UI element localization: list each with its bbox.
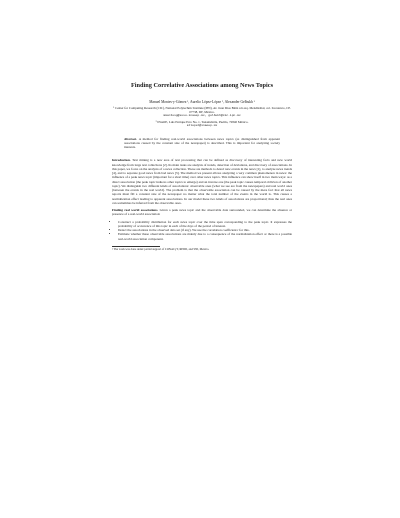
list-item: • Estimate whether these observable associations are mainly due to a consequence of the normalization effect or there is a possible real-world association component. xyxy=(118,232,292,241)
abstract-text: A method for finding real-world associations between news topics (as distinguished from apparent associations caused by the constant size of the newspaper) is described. This is important for analyzing society interests. xyxy=(124,136,280,150)
author-list: Manuel Montes-y-Gómez ¹, Aurelio López-López ², Alexander Gelbukh ¹ xyxy=(149,99,255,104)
introduction-text: Text mining is a new area of text processing that can be defined as discovery of interesting facts and new world knowledge from large text collections [2]. Its main tasks are analysis of trends, detection of deviations, and discovery of associations. In this paper, we focus on the analysis of a news collection. These are methods to detect new events in the news [1], to analyze news trends [4], and to separate good news from bad news [3]. The method we present allows analyzing a very common phenomenon in news: the influence of a peak news topic (important for a short time) over other news topics. This influence can show itself in two main ways: as a direct association (the peak topic induces other topics to emerge) and an inverse one (the peak topic causes temporal oblivion of another topic). We distinguish two different kinds of associations: observable ones (what we see are from the newspapers) and real world ones (between the events in the real world). The problem is that the observable association can be caused by the mere fact that all news reports must fill a constant size of the newspaper no matter what the total number of the events in the world is. This causes a normalization effect leading to apparent associations. In our model these two kinds of associations are proportional; thus the real ones can sometimes be inferred from the observable ones. xyxy=(112,158,293,205)
introduction-paragraph xyxy=(112,158,292,205)
affiliation-2-text: ² INAOE, Luis Enrique Erro No. 1, Tonantzintla, Puebla, 72840 México. xyxy=(155,120,249,125)
introduction-heading: Introduction. xyxy=(112,158,131,163)
abstract xyxy=(124,137,280,150)
affiliation-1-text: ¹ Center for Computing Research (CIC), National Polytechnic Institute (IPN), Av. Juan Dios Bátiz s/n esq. Mendizábal, col. Zacatenco, CP. 07738, DF, México. xyxy=(113,106,291,115)
affiliation-1 xyxy=(112,106,292,118)
list-item: • Detect the associations in the observed data set (if any). We use the correlation coefficient r for this. xyxy=(118,228,292,232)
abstract-label: Abstract. xyxy=(124,136,138,141)
finding-heading: Finding real world associations. xyxy=(112,208,159,213)
paper-page xyxy=(112,82,292,252)
affiliation-2 xyxy=(112,120,292,128)
finding-paragraph xyxy=(112,208,292,217)
footnote: ¹ The work was done under partial support of CONACyT, REDII, and SNI, Mexico. xyxy=(112,246,210,251)
affiliation-1-emails: mmontesg@susu.inaoep.mx, gelbukh@cic.ipn.mx xyxy=(163,114,241,118)
finding-text: Given a peak news topic and the observable data surrounded, we can determine the absence or presence of a real-world association: xyxy=(112,208,293,217)
method-steps-list xyxy=(112,220,292,241)
affiliation-2-emails: allopez@inaoep.mx xyxy=(186,124,218,128)
paper-title: Finding Correlative Associations among News Topics xyxy=(130,82,274,89)
list-item: • Construct a probability distribution for each news topic over the time span corresponding to the peak topic. It expresses the probability of occurrence of this topic in each of the days of the period of interest. xyxy=(118,220,292,229)
